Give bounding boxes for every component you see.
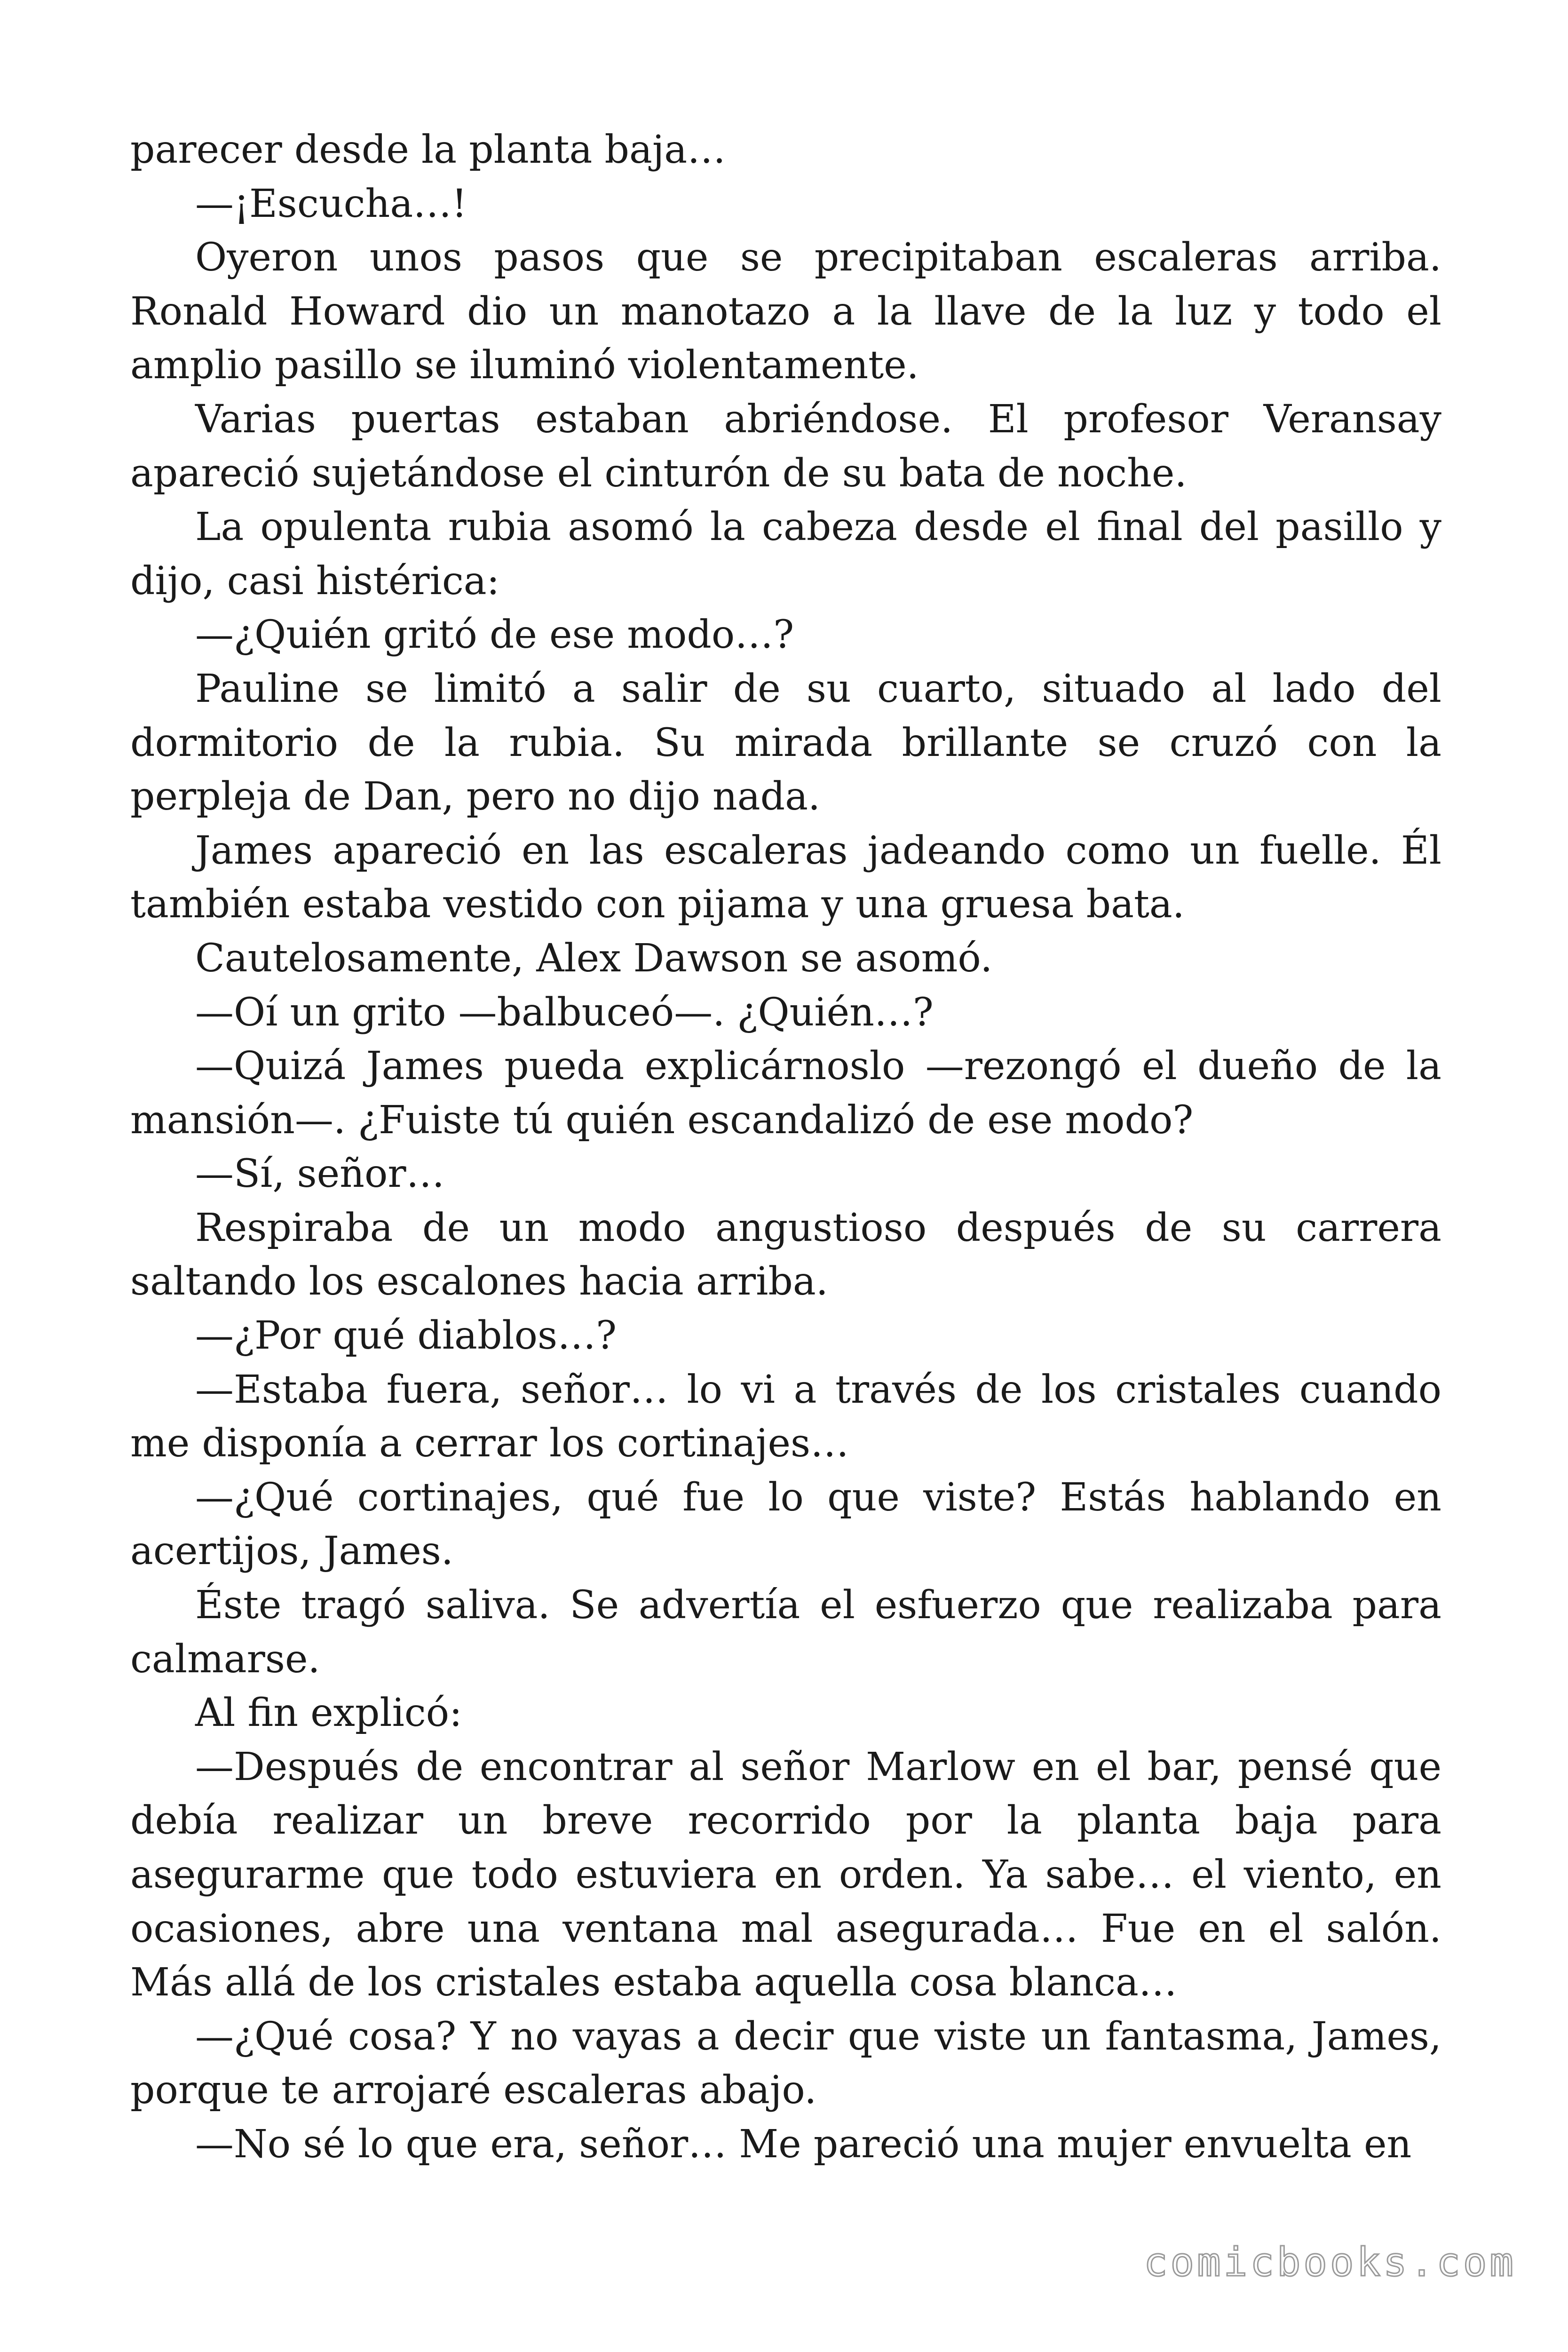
body-text <box>130 123 1441 2172</box>
paragraph: —Estaba fuera, señor… lo vi a través de los cristales cuando me disponía a cerrar los cortinajes… <box>130 1367 1441 1466</box>
paragraph: La opulenta rubia asomó la cabeza desde el final del pasillo y dijo, casi histérica: <box>130 505 1441 604</box>
paragraph: —Quizá James pueda explicárnoslo —rezongó el dueño de la mansión—. ¿Fuiste tú quién escandalizó de ese modo? <box>130 1044 1441 1143</box>
paragraph: —¡Escucha…! <box>195 181 467 226</box>
paragraph: —¿Qué cosa? Y no vayas a decir que viste un fantasma, James, porque te arrojaré escaleras abajo. <box>130 2014 1441 2113</box>
paragraph: —Sí, señor… <box>195 1152 445 1197</box>
paragraph: Varias puertas estaban abriéndose. El profesor Veransay apareció sujetándose el cinturón de su bata de noche. <box>130 397 1441 496</box>
paragraph: Cautelosamente, Alex Dawson se asomó. <box>195 936 993 981</box>
paragraph: James apareció en las escaleras jadeando como un fuelle. Él también estaba vestido con pijama y una gruesa bata. <box>130 828 1441 927</box>
paragraph: —Después de encontrar al señor Marlow en el bar, pensé que debía realizar un breve recorrido por la planta baja para asegurarme que todo estuviera en orden. Ya sabe… el viento, en ocasiones, abre una ventana mal asegurada… Fue en el salón. Más allá de los cristales estaba aquella cosa blanca… <box>130 1744 1441 2005</box>
paragraph: parecer desde la planta baja… <box>130 127 726 172</box>
paragraph: —¿Por qué diablos…? <box>195 1313 617 1359</box>
paragraph: —No sé lo que era, señor… Me pareció una mujer envuelta en <box>195 2122 1412 2167</box>
paragraph: Éste tragó saliva. Se advertía el esfuerzo que realizaba para calmarse. <box>130 1583 1441 1682</box>
paragraph: Al fin explicó: <box>195 1691 462 1736</box>
paragraph: —¿Qué cortinajes, qué fue lo que viste? Estás hablando en acertijos, James. <box>130 1475 1441 1574</box>
watermark: comicbooks.com <box>1143 2239 1516 2285</box>
paragraph: Pauline se limitó a salir de su cuarto, situado al lado del dormitorio de la rubia. Su mirada brillante se cruzó con la perpleja de Dan, pero no dijo nada. <box>130 666 1441 819</box>
paragraph: Oyeron unos pasos que se precipitaban escaleras arriba. Ronald Howard dio un manotazo a la llave de la luz y todo el amplio pasillo se iluminó violentamente. <box>130 235 1441 388</box>
paragraph: —¿Quién gritó de ese modo…? <box>195 612 794 658</box>
paragraph: —Oí un grito —balbuceó—. ¿Quién…? <box>195 990 934 1035</box>
paragraph: Respiraba de un modo angustioso después de su carrera saltando los escalones hacia arriba. <box>130 1205 1441 1304</box>
